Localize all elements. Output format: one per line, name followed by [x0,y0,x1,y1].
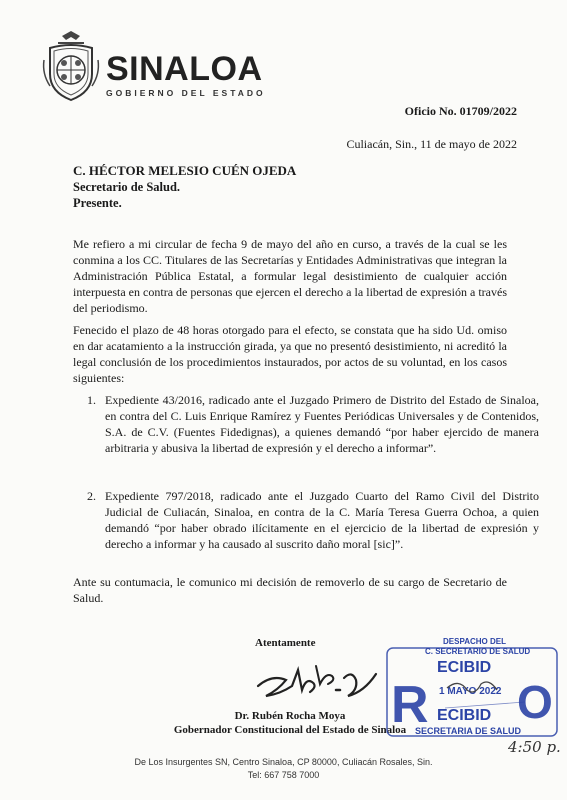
recipient-block [73,163,296,211]
list-item [73,488,539,552]
paragraph-3: Ante su contumacia, le comunico mi decisión de removerlo de su cargo de Secretario de Salud. [73,575,507,605]
paragraph-1: Me refiero a mi circular de fecha 9 de mayo del año en curso, a través de la cual se les conmina a los CC. Titulares de las Secretarías y Entidades Administrativas que integran la Administración Pública Estatal, a formular legal desistimiento de cualquier acción interpuesta en contra de personas que ejercen el derecho a la libertad de expresión a través del periodismo. [73,237,507,315]
list-item-text: Expediente 43/2016, radicado ante el Juzgado Primero de Distrito del Estado de Sinaloa, en contra del C. Luis Enrique Ramírez y Fuentes Periódicas Universales y de Contenidos, S.A. de C.V. (Fuentes Fidedignas), a quienes demandó “por haber ejercido de manera arbitraria y abusiva la libertad de expresión y el derecho a informar”. [105,393,539,455]
brand-subtitle: GOBIERNO DEL ESTADO [106,88,266,98]
letter-footer [0,756,567,782]
closing-atentamente: Atentamente [255,637,316,649]
handwritten-time-note: 4:50 p. [508,738,561,756]
paragraph-2: Fenecido el plazo de 48 horas otorgado para el efecto, se constata que ha sido Ud. omiso en dar acatamiento a la instrucción girada, ya que no presentó desistimiento, ni acreditó la legal conclusión de los procedimientos instaurados, por actos de su voluntad, en los casos siguientes: [73,323,507,385]
signer-block [160,709,420,737]
stamp-line-2: C. SECRETARIO DE SALUD [425,647,531,656]
received-stamp [385,634,560,751]
letter-date: Culiacán, Sin., 11 de mayo de 2022 [346,137,517,151]
recipient-name: C. HÉCTOR MELESIO CUÉN OJEDA [73,163,297,178]
list-item [73,392,539,456]
signer-name: Dr. Rubén Rocha Moya [234,710,346,722]
sinaloa-coat-of-arms-logo [40,30,102,102]
svg-text:O: O [517,676,553,728]
svg-text:R: R [391,676,429,734]
footer-phone: Tel: 667 758 7000 [247,770,320,780]
stamp-line-bottom: SECRETARIA DE SALUD [415,726,522,736]
stamp-recibido-top: ECIBID [437,659,492,676]
recipient-title: Secretario de Salud. [73,180,181,194]
recipient-presente: Presente. [73,196,122,210]
stamp-recibido-bottom: ECIBID [437,707,492,724]
oficio-number: Oficio No. 01709/2022 [404,104,517,118]
brand-name: SINALOA [106,50,263,88]
list-item-number: 2. [87,489,96,503]
stamp-date: 1 MAYO 2022 [439,686,502,697]
signer-title: Gobernador Constitucional del Estado de Sinaloa [173,724,407,736]
stamp-line-1: DESPACHO DEL [443,637,506,646]
handwritten-signature [252,656,382,711]
list-item-number: 1. [87,393,96,407]
brand-block [106,52,266,98]
list-item-text: Expediente 797/2018, radicado ante el Juzgado Cuarto del Ramo Civil del Distrito Judicial de Culiacán, Sinaloa, en contra de la C. María Teresa Guerra Ochoa, a quien demandó “por haber obrado ilícitamente en el ejercicio de la libertad de expresión y derecho a informar y ha causado al suscrito daño moral [sic]”. [105,489,539,551]
footer-address: De Los Insurgentes SN, Centro Sinaloa, CP 80000, Culiacán Rosales, Sin. [134,757,433,767]
